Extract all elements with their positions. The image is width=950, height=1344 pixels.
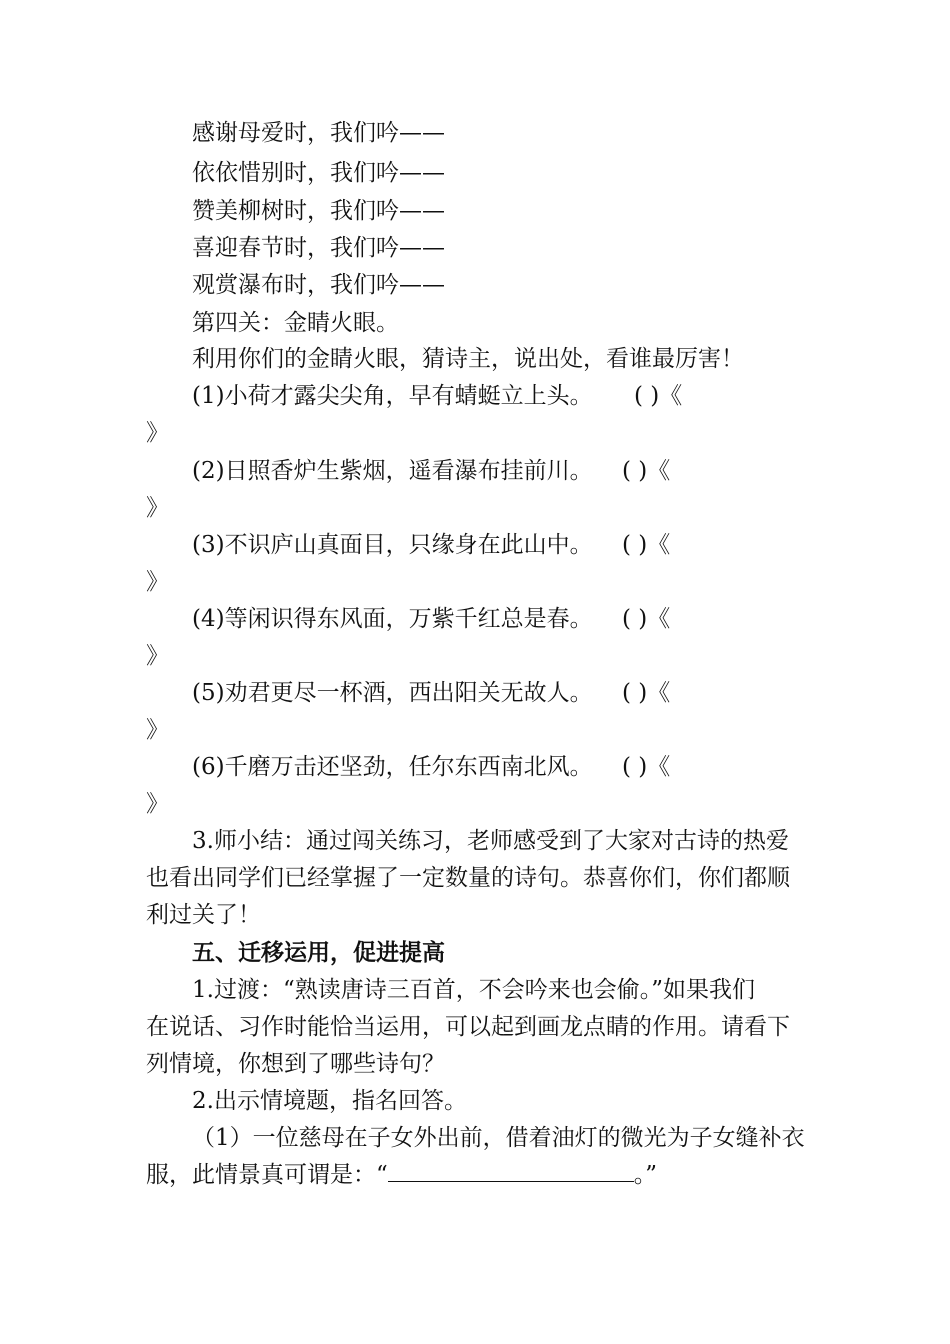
answer-blank-line	[388, 1161, 634, 1182]
question-5-close: 》	[146, 717, 169, 743]
scenario-line-1: （1）一位慈母在子女外出前，借着油灯的微光为子女缝补衣	[192, 1125, 805, 1151]
show-task: 2.出示情境题，指名回答。	[192, 1088, 467, 1114]
scenario-suffix: 。”	[633, 1162, 658, 1188]
recite-line-1: 感谢母爱时，我们吟——	[192, 120, 445, 146]
question-1: (1)小荷才露尖尖角，早有蜻蜓立上头。	[192, 383, 593, 409]
question-6: (6)千磨万击还坚劲，任尔东西南北风。	[192, 754, 593, 780]
question-4-close: 》	[146, 643, 169, 669]
transition-line-3: 列情境，你想到了哪些诗句？	[146, 1051, 445, 1077]
summary-line-2: 也看出同学们已经掌握了一定数量的诗句。恭喜你们，你们都顺	[146, 865, 790, 891]
question-2-close: 》	[146, 495, 169, 521]
recite-line-3: 赞美柳树时，我们吟——	[192, 198, 445, 224]
question-1-close: 》	[146, 420, 169, 446]
recite-line-5: 观赏瀑布时，我们吟——	[192, 272, 445, 298]
section-5-heading: 五、迁移运用，促进提高	[192, 939, 445, 966]
question-1-answer-blank: ( )《	[634, 383, 683, 409]
scenario-line-2	[146, 1160, 657, 1190]
question-3-close: 》	[146, 569, 169, 595]
question-3: (3)不识庐山真面目，只缘身在此山中。	[192, 532, 593, 558]
question-2-answer-blank: ( )《	[622, 458, 671, 484]
question-6-answer-blank: ( )《	[622, 754, 671, 780]
recite-line-2: 依依惜别时，我们吟——	[192, 160, 445, 186]
summary-line-3: 利过关了！	[146, 902, 261, 928]
level4-title: 第四关：金睛火眼。	[192, 310, 399, 336]
question-3-answer-blank: ( )《	[622, 532, 671, 558]
question-4-answer-blank: ( )《	[622, 606, 671, 632]
transition-line-2: 在说话、习作时能恰当运用，可以起到画龙点睛的作用。请看下	[146, 1014, 790, 1040]
question-5: (5)劝君更尽一杯酒，西出阳关无故人。	[192, 680, 593, 706]
question-6-close: 》	[146, 791, 169, 817]
summary-line-1: 3.师小结：通过闯关练习，老师感受到了大家对古诗的热爱	[192, 828, 789, 854]
transition-line-1: 1.过渡：“熟读唐诗三百首，不会吟来也会偷。”如果我们	[192, 977, 755, 1003]
scenario-prefix: 服，此情景真可谓是：“	[146, 1162, 388, 1188]
question-4: (4)等闲识得东风面，万紫千红总是春。	[192, 606, 593, 632]
level4-intro: 利用你们的金睛火眼，猜诗主，说出处，看谁最厉害！	[192, 346, 744, 372]
recite-line-4: 喜迎春节时，我们吟——	[192, 235, 445, 261]
question-5-answer-blank: ( )《	[622, 680, 671, 706]
question-2: (2)日照香炉生紫烟，遥看瀑布挂前川。	[192, 458, 593, 484]
